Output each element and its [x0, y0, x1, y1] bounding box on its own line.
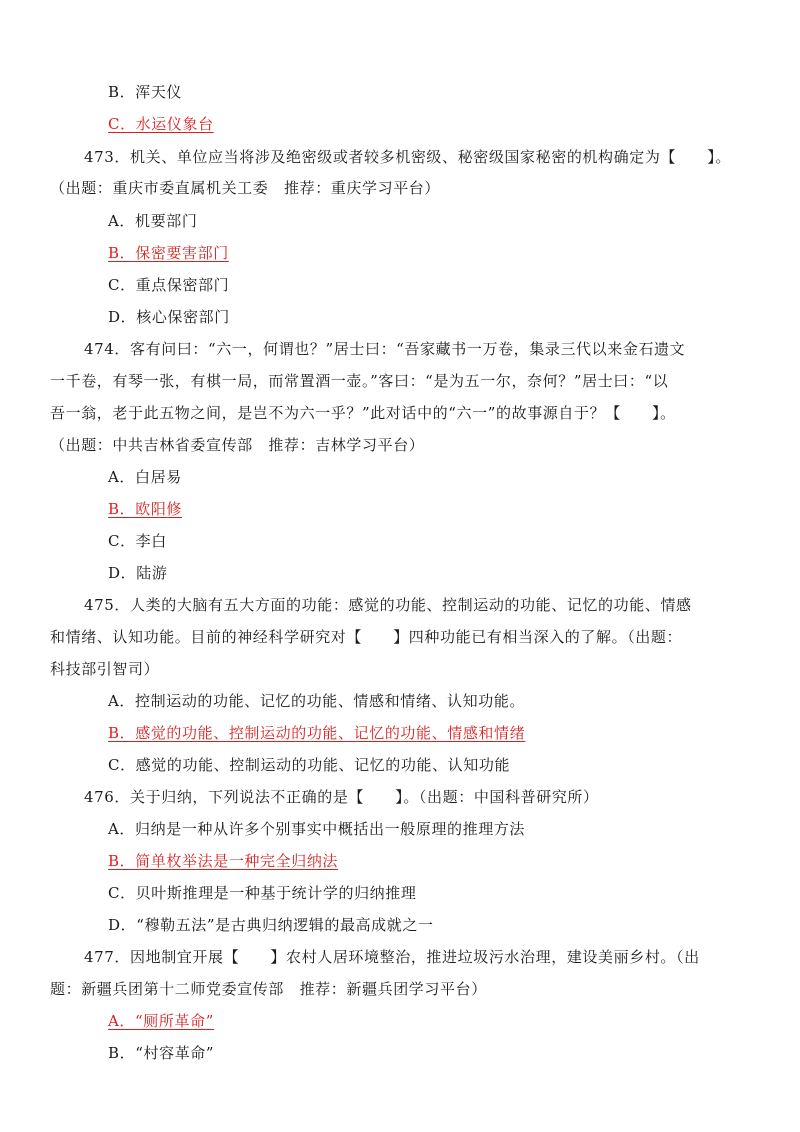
question-source: 科技部引智司）	[50, 660, 160, 678]
question-text: 475．人类的大脑有五大方面的功能：感觉的功能、控制运动的功能、记忆的功能、情感	[84, 596, 692, 614]
option-text: C．感觉的功能、控制运动的功能、记忆的功能、认知功能	[108, 756, 511, 774]
option-text: B．“村容革命”	[108, 1044, 215, 1062]
option-text: D．陆游	[108, 564, 168, 582]
question-text: 476．关于归纳，下列说法不正确的是【 】。（出题：中国科普研究所）	[84, 788, 599, 806]
question-source: （出题：中共吉林省委宣传部 推荐：吉林学习平台）	[50, 436, 425, 454]
option-text: C．贝叶斯推理是一种基于统计学的归纳推理	[108, 884, 417, 902]
option-text: A．白居易	[108, 468, 182, 486]
question-source: （出题：重庆市委直属机关工委 推荐：重庆学习平台）	[50, 179, 441, 197]
option-text: A．归纳是一种从许多个别事实中概括出一般原理的推理方法	[108, 820, 526, 838]
option-text: D．核心保密部门	[108, 308, 230, 326]
correct-answer: B．感觉的功能、控制运动的功能、记忆的功能、情感和情绪	[108, 724, 526, 742]
correct-answer: B．简单枚举法是一种完全归纳法	[108, 852, 339, 870]
correct-answer: B．欧阳修	[108, 500, 183, 518]
question-text: 吾一翁，老于此五物之间，是岂不为六一乎？”此对话中的“六一”的故事源自于？【 】。	[50, 404, 676, 422]
question-text: 474．客有问曰：“六一，何谓也？”居士曰：“吾家藏书一万卷，集录三代以来金石遗文	[84, 340, 686, 358]
correct-answer: A．“厕所革命”	[108, 1012, 214, 1030]
correct-answer: B．保密要害部门	[108, 244, 229, 262]
option-text: A．机要部门	[108, 212, 198, 230]
question-source: 题：新疆兵团第十二师党委宣传部 推荐：新疆兵团学习平台）	[50, 980, 487, 998]
correct-answer: C．水运仪象台	[108, 115, 214, 133]
option-text: C．重点保密部门	[108, 276, 230, 294]
question-text: 一千卷，有琴一张，有棋一局，而常置酒一壶。”客曰：“是为五一尔，奈何？”居士曰：“以	[50, 372, 669, 390]
option-text: A．控制运动的功能、记忆的功能、情感和情绪、认知功能。	[108, 692, 526, 710]
question-text: 和情绪、认知功能。目前的神经科学研究对【 】四种功能已有相当深入的了解。（出题：	[50, 628, 683, 646]
option-text: B．浑天仪	[108, 83, 183, 101]
option-text: C．李白	[108, 532, 167, 550]
option-text: D．“穆勒五法”是古典归纳逻辑的最高成就之一	[108, 916, 434, 934]
question-text: 477．因地制宜开展【 】农村人居环境整治，推进垃圾污水治理，建设美丽乡村。（出	[84, 948, 700, 966]
question-text: 473．机关、单位应当将涉及绝密级或者较多机密级、秘密级国家秘密的机构确定为【 】。	[84, 148, 731, 166]
